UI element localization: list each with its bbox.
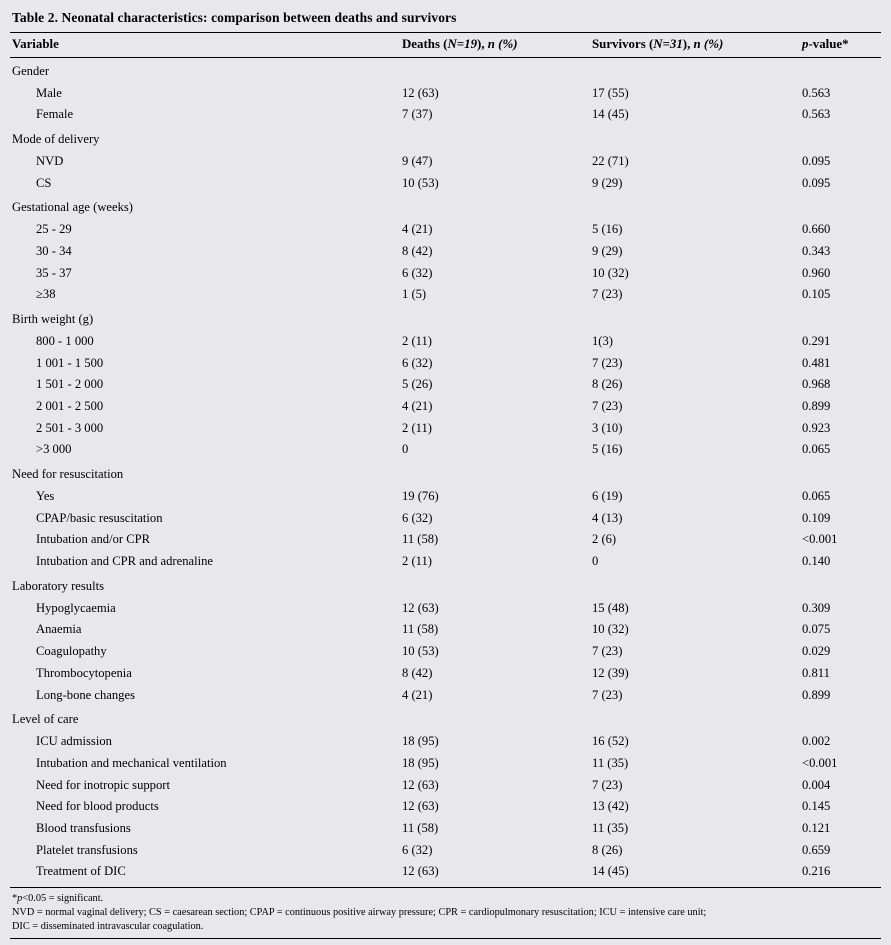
- cell-deaths: 11 (58): [402, 532, 439, 547]
- table-title: Table 2. Neonatal characteristics: comparison between deaths and survivors: [10, 8, 881, 33]
- cell-survivors: 8 (26): [592, 377, 623, 392]
- row-variable-label: Thrombocytopenia: [36, 665, 132, 680]
- footnote-abbreviations-2: DIC = disseminated intravascular coagulation.: [12, 920, 204, 932]
- cell-survivors: 5 (16): [592, 442, 623, 457]
- table-row: [10, 775, 881, 797]
- cell-pvalue: 0.216: [802, 864, 831, 879]
- table-row: [10, 818, 881, 840]
- cell-pvalue: [800, 194, 881, 219]
- footnote-abbreviations-1: NVD = normal vaginal delivery; CS = caesarean section; CPAP = continuous positive airway pressure; CPR = cardiopulmonary resuscitation; ICU = intensive care unit;: [12, 907, 707, 919]
- cell-pvalue: 0.065: [802, 442, 831, 457]
- cell-deaths: [400, 706, 590, 731]
- cell-survivors: 4 (13): [592, 510, 623, 525]
- table-row: [10, 573, 881, 598]
- column-header-variable: Variable: [10, 33, 400, 58]
- cell-deaths: [400, 573, 590, 598]
- column-header-deaths: [400, 33, 590, 58]
- column-header-pvalue-text: p-value*: [802, 37, 849, 51]
- cell-pvalue: [800, 58, 881, 83]
- cell-deaths: 1 (5): [402, 287, 427, 302]
- row-group-label: Gestational age (weeks): [12, 200, 133, 215]
- row-variable-label: 2 001 - 2 500: [36, 399, 104, 414]
- cell-deaths: 6 (32): [402, 510, 433, 525]
- cell-survivors: 15 (48): [592, 600, 629, 615]
- cell-pvalue: 0.145: [802, 799, 831, 814]
- cell-pvalue: 0.105: [802, 287, 831, 302]
- row-group-label: Need for resuscitation: [12, 467, 124, 482]
- table-row: [10, 284, 881, 306]
- cell-pvalue: 0.065: [802, 488, 831, 503]
- cell-survivors: 14 (45): [592, 864, 629, 879]
- row-group-label: Laboratory results: [12, 578, 104, 593]
- cell-survivors: 16 (52): [592, 734, 629, 749]
- cell-deaths: 8 (42): [402, 243, 433, 258]
- table-row: [10, 263, 881, 285]
- cell-survivors: 12 (39): [592, 665, 629, 680]
- table-row: [10, 418, 881, 440]
- table-row: [10, 331, 881, 353]
- cell-survivors: [590, 58, 800, 83]
- column-header-deaths-text: Deaths (N=19), n (%): [402, 37, 518, 51]
- row-variable-label: >3 000: [36, 442, 72, 457]
- table-row: [10, 663, 881, 685]
- table-row: [10, 173, 881, 195]
- row-variable-label: Hypoglycaemia: [36, 600, 116, 615]
- cell-deaths: 4 (21): [402, 687, 433, 702]
- row-group-label: Level of care: [12, 712, 79, 727]
- cell-survivors: 5 (16): [592, 222, 623, 237]
- cell-pvalue: 0.960: [802, 265, 831, 280]
- cell-pvalue: 0.075: [802, 622, 831, 637]
- table-row: [10, 551, 881, 573]
- cell-deaths: 12 (63): [402, 799, 439, 814]
- table-row: [10, 306, 881, 331]
- cell-deaths: 11 (58): [402, 622, 439, 637]
- cell-survivors: 13 (42): [592, 799, 629, 814]
- table-header: [10, 33, 881, 58]
- cell-deaths: 4 (21): [402, 222, 433, 237]
- row-variable-label: Anaemia: [36, 622, 82, 637]
- cell-pvalue: 0.140: [802, 554, 831, 569]
- cell-survivors: 7 (23): [592, 287, 623, 302]
- row-variable-label: ICU admission: [36, 734, 112, 749]
- cell-pvalue: 0.343: [802, 243, 831, 258]
- cell-deaths: 11 (58): [402, 820, 439, 835]
- table-row: [10, 796, 881, 818]
- cell-pvalue: 0.923: [802, 420, 831, 435]
- row-variable-label: Intubation and/or CPR: [36, 532, 151, 547]
- cell-survivors: 7 (23): [592, 644, 623, 659]
- cell-deaths: 4 (21): [402, 399, 433, 414]
- cell-pvalue: 0.563: [802, 85, 831, 100]
- footnote-significance: *p<0.05 = significant.: [12, 893, 104, 905]
- row-group-label: Mode of delivery: [12, 132, 100, 147]
- cell-survivors: 1(3): [592, 333, 613, 348]
- row-variable-label: CS: [36, 175, 52, 190]
- cell-pvalue: [800, 306, 881, 331]
- cell-pvalue: 0.899: [802, 687, 831, 702]
- cell-pvalue: 0.291: [802, 333, 831, 348]
- table-row: [10, 83, 881, 105]
- cell-deaths: 18 (95): [402, 734, 439, 749]
- cell-pvalue: 0.109: [802, 510, 831, 525]
- cell-deaths: 12 (63): [402, 85, 439, 100]
- row-variable-label: Coagulopathy: [36, 644, 107, 659]
- table-row: [10, 753, 881, 775]
- cell-pvalue: 0.095: [802, 153, 831, 168]
- cell-pvalue: [800, 706, 881, 731]
- cell-deaths: 9 (47): [402, 153, 433, 168]
- cell-deaths: 10 (53): [402, 644, 439, 659]
- cell-survivors: 14 (45): [592, 107, 629, 122]
- table-row: [10, 126, 881, 151]
- table-row: [10, 731, 881, 753]
- row-variable-label: 800 - 1 000: [36, 333, 94, 348]
- cell-survivors: 9 (29): [592, 175, 623, 190]
- row-variable-label: 30 - 34: [36, 243, 72, 258]
- table-body: [10, 58, 881, 884]
- cell-deaths: 12 (63): [402, 600, 439, 615]
- column-header-pvalue: [800, 33, 881, 58]
- cell-survivors: 9 (29): [592, 243, 623, 258]
- cell-survivors: [590, 194, 800, 219]
- cell-pvalue: [800, 461, 881, 486]
- cell-survivors: [590, 461, 800, 486]
- table-row: [10, 104, 881, 126]
- column-header-survivors-text: Survivors (N=31), n (%): [592, 37, 724, 51]
- row-variable-label: Treatment of DIC: [36, 864, 126, 879]
- cell-pvalue: 0.481: [802, 355, 831, 370]
- table-row: [10, 641, 881, 663]
- cell-pvalue: <0.001: [802, 755, 838, 770]
- row-variable-label: Long-bone changes: [36, 687, 135, 702]
- table-row: [10, 685, 881, 707]
- bottom-rule: [10, 938, 881, 939]
- cell-survivors: 11 (35): [592, 755, 629, 770]
- cell-deaths: 12 (63): [402, 864, 439, 879]
- cell-survivors: [590, 706, 800, 731]
- row-variable-label: 2 501 - 3 000: [36, 420, 104, 435]
- cell-pvalue: 0.660: [802, 222, 831, 237]
- cell-survivors: 7 (23): [592, 687, 623, 702]
- cell-pvalue: 0.811: [802, 665, 830, 680]
- cell-pvalue: 0.004: [802, 777, 831, 792]
- row-variable-label: 1 501 - 2 000: [36, 377, 104, 392]
- cell-pvalue: 0.659: [802, 842, 831, 857]
- row-variable-label: 1 001 - 1 500: [36, 355, 104, 370]
- table-row: [10, 396, 881, 418]
- row-variable-label: Blood transfusions: [36, 820, 131, 835]
- table-row: [10, 619, 881, 641]
- cell-survivors: 11 (35): [592, 820, 629, 835]
- cell-survivors: 0: [592, 554, 599, 569]
- cell-pvalue: <0.001: [802, 532, 838, 547]
- column-header-survivors: [590, 33, 800, 58]
- row-variable-label: Need for blood products: [36, 799, 159, 814]
- cell-survivors: 7 (23): [592, 777, 623, 792]
- cell-deaths: [400, 194, 590, 219]
- cell-deaths: 18 (95): [402, 755, 439, 770]
- cell-pvalue: 0.095: [802, 175, 831, 190]
- neonatal-characteristics-table: [10, 33, 881, 883]
- row-variable-label: NVD: [36, 153, 64, 168]
- cell-survivors: 10 (32): [592, 622, 629, 637]
- cell-deaths: [400, 126, 590, 151]
- cell-deaths: [400, 58, 590, 83]
- cell-survivors: 17 (55): [592, 85, 629, 100]
- table-row: [10, 58, 881, 83]
- cell-deaths: 6 (32): [402, 265, 433, 280]
- cell-survivors: [590, 126, 800, 151]
- row-variable-label: Platelet transfusions: [36, 842, 138, 857]
- table-row: [10, 461, 881, 486]
- cell-survivors: [590, 573, 800, 598]
- cell-deaths: 6 (32): [402, 842, 433, 857]
- cell-deaths: 8 (42): [402, 665, 433, 680]
- table-row: [10, 486, 881, 508]
- cell-survivors: 22 (71): [592, 153, 629, 168]
- cell-deaths: 2 (11): [402, 420, 432, 435]
- cell-deaths: 7 (37): [402, 107, 433, 122]
- row-group-label: Gender: [12, 64, 50, 78]
- cell-deaths: 6 (32): [402, 355, 433, 370]
- cell-deaths: 2 (11): [402, 554, 432, 569]
- cell-survivors: 8 (26): [592, 842, 623, 857]
- table-row: [10, 151, 881, 173]
- table-row: [10, 219, 881, 241]
- table-row: [10, 374, 881, 396]
- cell-survivors: 2 (6): [592, 532, 617, 547]
- row-variable-label: CPAP/basic resuscitation: [36, 510, 163, 525]
- cell-survivors: 6 (19): [592, 488, 623, 503]
- table-row: [10, 706, 881, 731]
- cell-pvalue: 0.121: [802, 820, 831, 835]
- table-row: [10, 529, 881, 551]
- cell-deaths: [400, 461, 590, 486]
- cell-deaths: 12 (63): [402, 777, 439, 792]
- cell-pvalue: [800, 573, 881, 598]
- cell-deaths: 5 (26): [402, 377, 433, 392]
- table-row: [10, 598, 881, 620]
- cell-survivors: [590, 306, 800, 331]
- row-variable-label: Female: [36, 107, 74, 122]
- row-variable-label: Need for inotropic support: [36, 777, 170, 792]
- cell-deaths: 0: [402, 442, 409, 457]
- cell-survivors: 7 (23): [592, 355, 623, 370]
- table-row: [10, 861, 881, 883]
- row-variable-label: 25 - 29: [36, 222, 72, 237]
- cell-pvalue: 0.029: [802, 644, 831, 659]
- row-variable-label: 35 - 37: [36, 265, 72, 280]
- row-variable-label: Intubation and mechanical ventilation: [36, 755, 227, 770]
- cell-deaths: [400, 306, 590, 331]
- table-row: [10, 508, 881, 530]
- row-variable-label: Intubation and CPR and adrenaline: [36, 554, 213, 569]
- table-footnotes: [10, 887, 881, 934]
- cell-deaths: 2 (11): [402, 333, 432, 348]
- table-row: [10, 439, 881, 461]
- cell-pvalue: 0.899: [802, 399, 831, 414]
- cell-deaths: 10 (53): [402, 175, 439, 190]
- cell-pvalue: 0.002: [802, 734, 831, 749]
- cell-pvalue: [800, 126, 881, 151]
- cell-deaths: 19 (76): [402, 488, 439, 503]
- cell-survivors: 3 (10): [592, 420, 623, 435]
- table-header-row: [10, 33, 881, 58]
- cell-survivors: 10 (32): [592, 265, 629, 280]
- row-group-label: Birth weight (g): [12, 312, 94, 327]
- table-row: [10, 353, 881, 375]
- table-row: [10, 194, 881, 219]
- cell-survivors: 7 (23): [592, 399, 623, 414]
- table-row: [10, 840, 881, 862]
- row-variable-label: Yes: [36, 488, 55, 503]
- row-variable-label: Male: [36, 85, 62, 100]
- cell-pvalue: 0.968: [802, 377, 831, 392]
- cell-pvalue: 0.309: [802, 600, 831, 615]
- cell-pvalue: 0.563: [802, 107, 831, 122]
- row-variable-label: ≥38: [36, 287, 56, 302]
- table-row: [10, 241, 881, 263]
